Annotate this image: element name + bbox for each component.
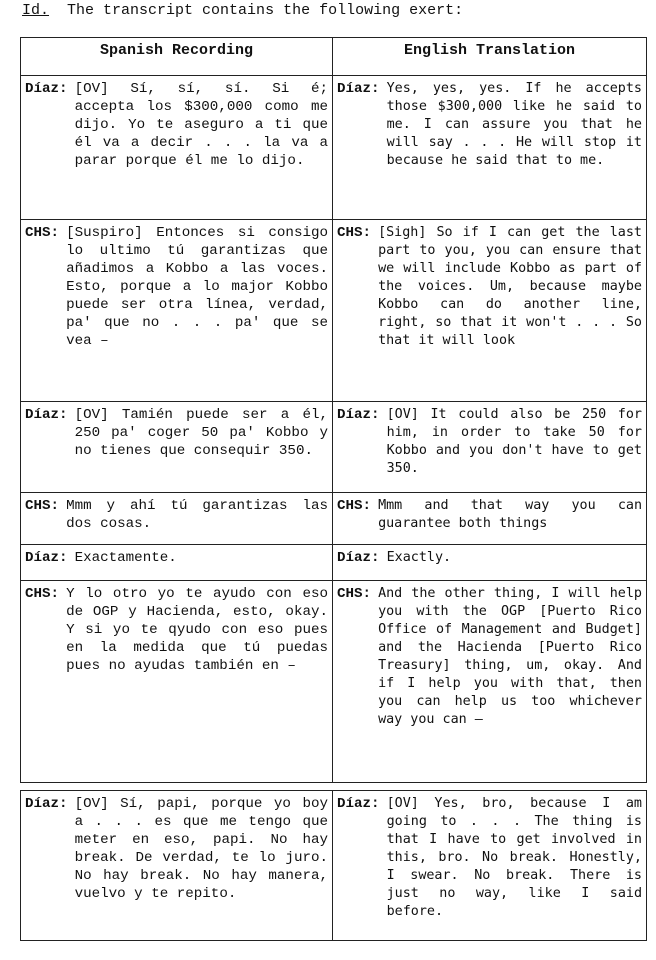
english-cell [337, 585, 642, 729]
speaker-label: Díaz: [25, 407, 68, 423]
english-text: [Sigh] So if I can get the last part to you, you can ensure that we will include Kobbo as part of the voices. Um, because maybe Kobbo can do another line, right, so that it won't . . . So that it will look [378, 225, 642, 348]
spanish-cell [25, 497, 328, 533]
english-cell [337, 406, 642, 478]
english-cell [337, 224, 642, 350]
speaker-label: CHS: [337, 225, 372, 241]
table-row [21, 791, 647, 941]
spanish-text: Y lo otro yo te ayudo con eso de OGP y Hacienda, esto, okay. Y si yo te qyudo con eso pues en la medida que tú puedas pues no ayudas también en – [66, 586, 328, 674]
speaker-label: CHS: [25, 498, 60, 514]
english-text: [OV] It could also be 250 for him, in order to take 50 for Kobbo and you don't have to get 350. [386, 407, 642, 476]
speaker-label: Díaz: [337, 407, 380, 423]
table-row [21, 581, 647, 783]
english-text: And the other thing, I will help you with the OGP [Puerto Rico Office of Management and Budget] and the Hacienda [Puerto Rico Treasury] thing, um, okay. And if I help you with that, then you can help us too whichever way you can – [378, 586, 642, 727]
transcript-table [20, 37, 647, 783]
header-english: English Translation [333, 38, 647, 76]
speaker-label: Díaz: [25, 550, 68, 566]
speaker-label: Díaz: [25, 796, 68, 812]
header-spanish: Spanish Recording [21, 38, 333, 76]
id-label: Id. [22, 2, 50, 19]
intro-line [22, 2, 463, 19]
english-cell [337, 795, 642, 921]
spanish-cell [25, 406, 328, 460]
spanish-text: [OV] Sí, papi, porque yo boy a . . . es que me tengo que meter en eso, papi. No hay break. De verdad, te lo juro. No hay break. No hay manera, vuelvo y te repito. [74, 796, 328, 902]
speaker-label: Díaz: [337, 81, 380, 97]
english-cell [337, 549, 642, 567]
table-row [21, 220, 647, 402]
english-text: [OV] Yes, bro, because I am going to . . . The thing is that I have to get involved in this, bro. No break. Honestly, I swear. No break. There is just no way, like I said before. [386, 796, 642, 919]
spanish-cell [25, 80, 328, 170]
header-row [21, 38, 647, 76]
table-row [21, 493, 647, 545]
spanish-cell [25, 224, 328, 350]
english-text: Exactly. [386, 550, 452, 565]
speaker-label: CHS: [337, 498, 372, 514]
speaker-label: Díaz: [25, 81, 68, 97]
intro-text: The transcript contains the following exert: [67, 2, 464, 19]
spanish-cell [25, 549, 328, 567]
spanish-cell [25, 795, 328, 903]
spanish-text: [OV] Tamién puede ser a él, 250 pa' coger 50 pa' Kobbo y no tienes que consequir 350. [74, 407, 328, 459]
table-row [21, 402, 647, 493]
spanish-text: [Suspiro] Entonces si consigo lo ultimo tú garantizas que añadimos a Kobbo a las voces. Esto, porque a lo major Kobbo puede ser otra línea, verdad, pa' que no . . . pa' que se vea – [66, 225, 328, 349]
transcript-table-continued [20, 790, 647, 941]
english-cell [337, 80, 642, 170]
speaker-label: Díaz: [337, 796, 380, 812]
spanish-text: Exactamente. [74, 550, 177, 566]
spanish-text: [OV] Sí, sí, sí. Si é; accepta los $300,000 como me dijo. Yo te aseguro a ti que él va a decir . . . la va a parar porque él me lo dijo. [74, 81, 328, 169]
speaker-label: CHS: [25, 225, 60, 241]
speaker-label: CHS: [25, 586, 60, 602]
english-cell [337, 497, 642, 533]
speaker-label: CHS: [337, 586, 372, 602]
table-row [21, 545, 647, 581]
table-row [21, 76, 647, 220]
english-text: Mmm and that way you can guarantee both things [378, 498, 642, 531]
spanish-text: Mmm y ahí tú garantizas las dos cosas. [66, 498, 328, 532]
speaker-label: Díaz: [337, 550, 380, 566]
spanish-cell [25, 585, 328, 675]
english-text: Yes, yes, yes. If he accepts those $300,000 like he said to me. I can assure you that he will say . . . He will stop it because he said that to me. [386, 81, 642, 168]
